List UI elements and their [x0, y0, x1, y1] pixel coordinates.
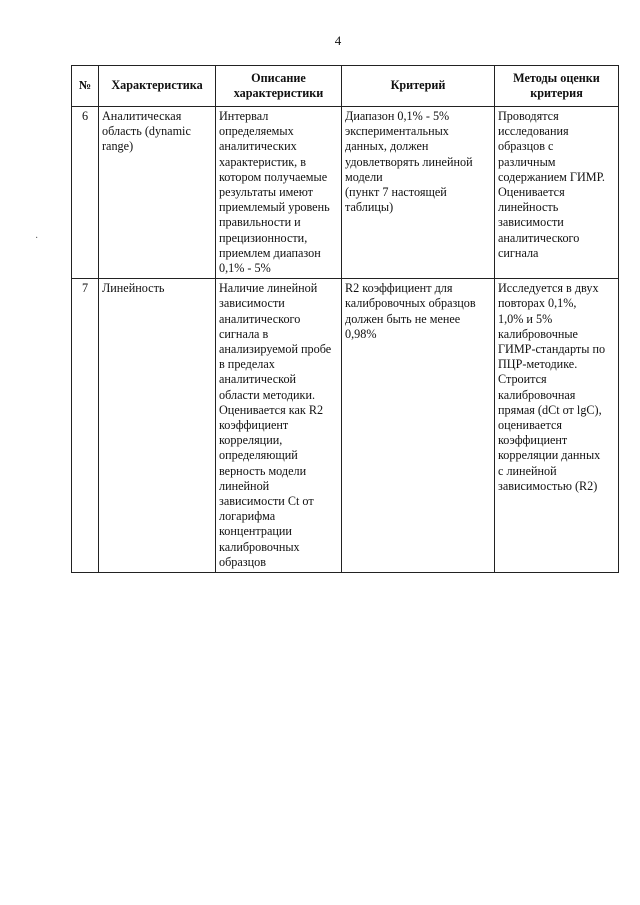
row-methods: Исследуется в двух повторах 0,1%, 1,0% и 5% калибровочные ГИМР-стандарты по ПЦР-методике. Строится калибровочная прямая (dCt от lgC), оценивается коэффициент корреляции данных с линейной зависимостью (R2)	[495, 279, 619, 573]
header-characteristic: Характеристика	[99, 66, 216, 107]
table-row	[72, 279, 619, 573]
criteria-table	[71, 65, 619, 573]
header-number: №	[72, 66, 99, 107]
table-row	[72, 107, 619, 279]
row-criterion: Диапазон 0,1% - 5% экспериментальных данных, должен удовлетворять линейной модели (пункт 7 настоящей таблицы)	[342, 107, 495, 279]
row-characteristic: Линейность	[99, 279, 216, 573]
margin-mark: ·	[35, 233, 39, 244]
row-number: 7	[72, 279, 99, 573]
row-description: Интервал определяемых аналитических характеристик, в котором получаемые результаты имеют приемлемый уровень правильности и прецизионности, приемлем диапазон 0,1% - 5%	[216, 107, 342, 279]
row-methods: Проводятся исследования образцов с различным содержанием ГИМР. Оценивается линейность зависимости аналитического сигнала	[495, 107, 619, 279]
header-methods: Методы оценки критерия	[495, 66, 619, 107]
page-number: 4	[334, 33, 342, 48]
row-criterion: R2 коэффициент для калибровочных образцов должен быть не менее 0,98%	[342, 279, 495, 573]
header-criterion: Критерий	[342, 66, 495, 107]
row-number: 6	[72, 107, 99, 279]
row-characteristic: Аналитическая область (dynamic range)	[99, 107, 216, 279]
table-header-row	[72, 66, 619, 107]
header-description: Описание характеристики	[216, 66, 342, 107]
row-description: Наличие линейной зависимости аналитического сигнала в анализируемой пробе в пределах аналитической области методики. Оценивается как R2 коэффициент корреляции, определяющий верность модели линейной зависимости Ct от логарифма концентрации калибровочных образцов	[216, 279, 342, 573]
